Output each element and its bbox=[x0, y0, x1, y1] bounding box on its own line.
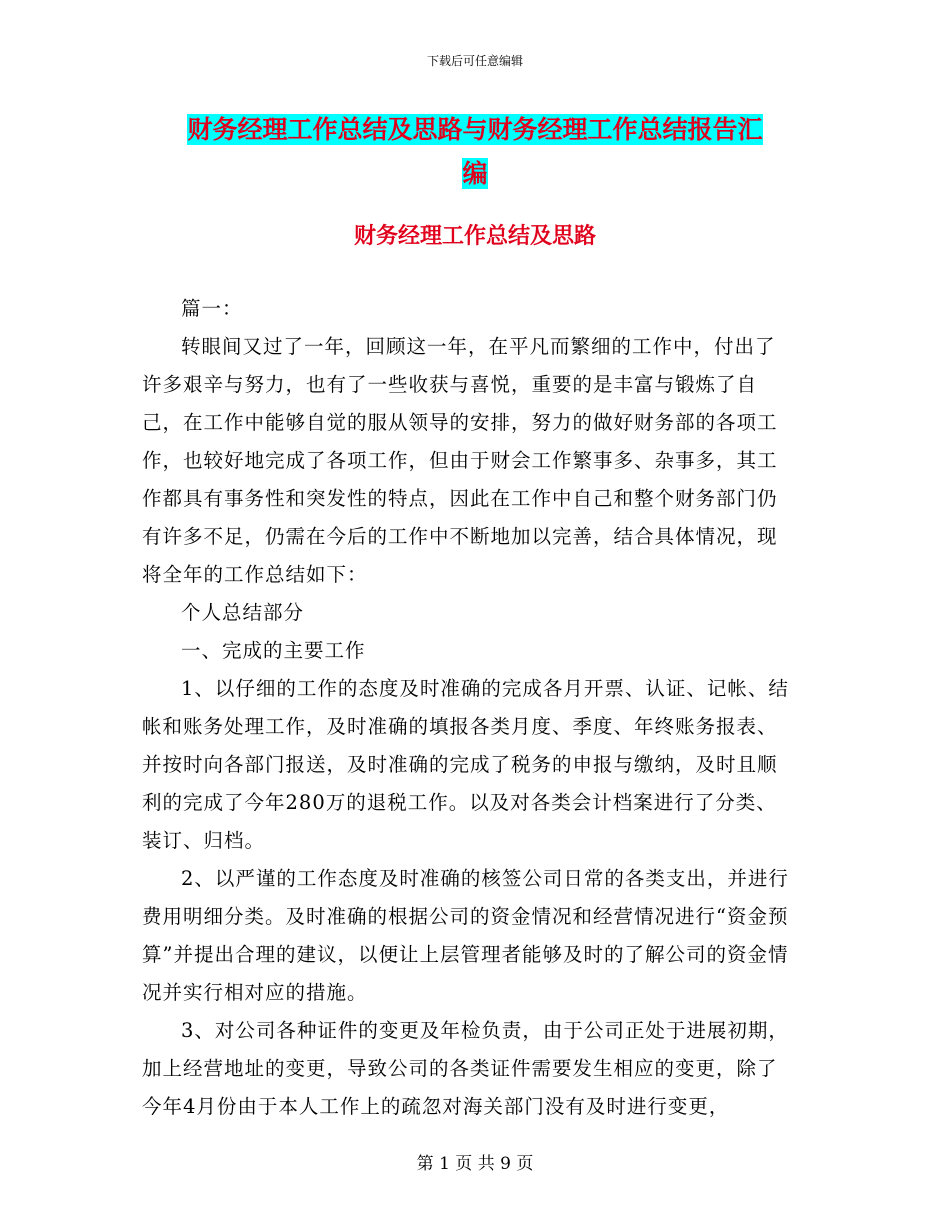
paragraph: 转眼间又过了一年，回顾这一年，在平凡而繁细的工作中，付出了许多艰辛与努力，也有了一些收获与喜悦，重要的是丰富与锻炼了自己，在工作中能够自觉的服从领导的安排，努力的做好财务部的各项工作，也较好地完成了各项工作，但由于财会工作繁事多、杂事多，其工作都具有事务性和突发性的特点，因此在工作中自己和整个财务部门仍有许多不足，仍需在今后的工作中不断地加以完善，结合具体情况，现将全年的工作总结如下： bbox=[142, 335, 778, 586]
page-number: 第 1 页 共 9 页 bbox=[416, 1154, 534, 1174]
section-title: 财务经理工作总结及思路 bbox=[353, 223, 596, 249]
document-title-line-2: 编 bbox=[462, 159, 488, 188]
paragraph: 篇一： bbox=[181, 297, 243, 320]
paragraph: 2、以严谨的工作态度及时准确的核签公司日常的各类支出，并进行费用明细分类。及时准确的根据公司的资金情况和经营情况进行“资金预算”并提出合理的建议，以便让上层管理者能够及时的了解公司的资金情况并实行相对应的措施。 bbox=[142, 867, 789, 1004]
paragraph: 一、完成的主要工作 bbox=[181, 639, 366, 662]
document-body bbox=[142, 290, 792, 1126]
paragraph: 个人总结部分 bbox=[181, 601, 305, 624]
document-title-line-1: 财务经理工作总结及思路与财务经理工作总结报告汇 bbox=[187, 115, 763, 144]
paragraph: 3、对公司各种证件的变更及年检负责，由于公司正处于进展初期，加上经营地址的变更，导致公司的各类证件需要发生相应的变更，除了今年4月份由于本人工作上的疏忽对海关部门没有及时进行变更， bbox=[142, 1019, 789, 1118]
page-header: 下载后可任意编辑 bbox=[426, 54, 523, 68]
paragraph: 1、以仔细的工作的态度及时准确的完成各月开票、认证、记帐、结帐和账务处理工作，及时准确的填报各类月度、季度、年终账务报表、并按时向各部门报送，及时准确的完成了税务的申报与缴纳，及时且顺利的完成了今年280万的退税工作。以及对各类会计档案进行了分类、装订、归档。 bbox=[142, 677, 789, 852]
document-title bbox=[150, 108, 800, 196]
